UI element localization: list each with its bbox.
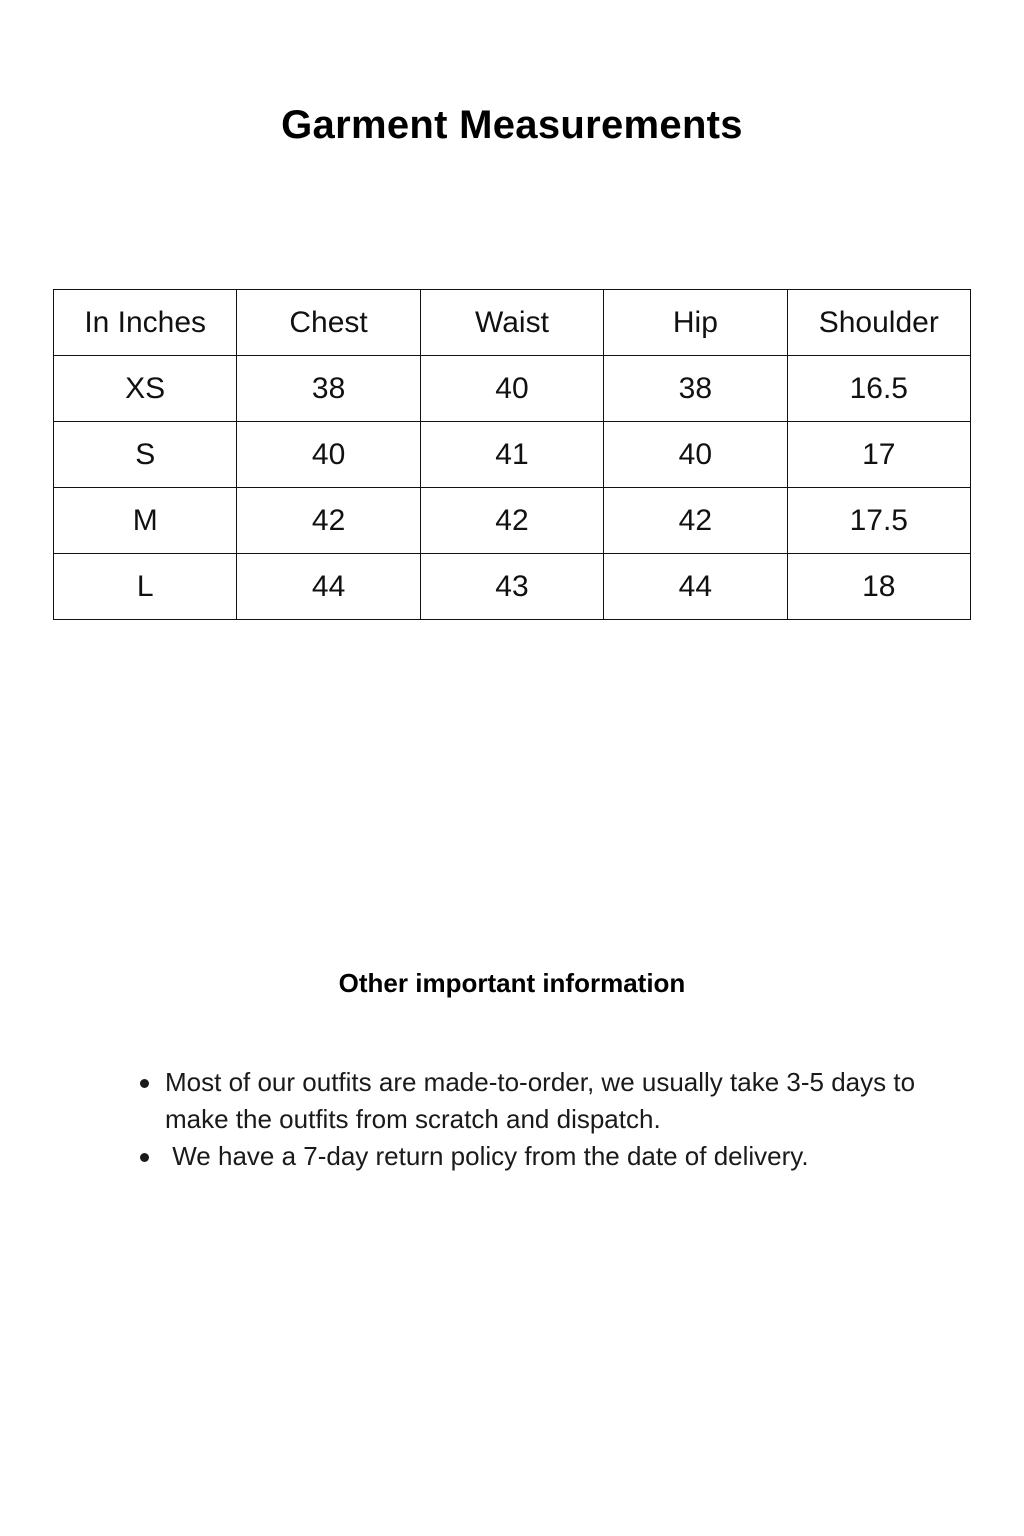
size-cell: M bbox=[54, 488, 237, 554]
table-row bbox=[54, 488, 971, 554]
table-row bbox=[54, 422, 971, 488]
list-item bbox=[140, 1138, 930, 1175]
hip-cell: 40 bbox=[604, 422, 787, 488]
info-heading: Other important information bbox=[338, 968, 686, 998]
list-item bbox=[140, 1064, 930, 1138]
table-row bbox=[54, 554, 971, 620]
size-cell: XS bbox=[54, 356, 237, 422]
header-waist: Waist bbox=[420, 290, 603, 356]
waist-cell: 41 bbox=[420, 422, 603, 488]
waist-cell: 40 bbox=[420, 356, 603, 422]
chest-cell: 38 bbox=[237, 356, 420, 422]
page-title: Garment Measurements bbox=[281, 103, 743, 147]
hip-cell: 38 bbox=[604, 356, 787, 422]
hip-cell: 42 bbox=[604, 488, 787, 554]
bullet-icon bbox=[140, 1079, 149, 1088]
shoulder-cell: 17 bbox=[787, 422, 970, 488]
shoulder-cell: 17.5 bbox=[787, 488, 970, 554]
waist-cell: 43 bbox=[420, 554, 603, 620]
info-list bbox=[140, 1064, 930, 1175]
table-header-row bbox=[54, 290, 971, 356]
chest-cell: 40 bbox=[237, 422, 420, 488]
header-chest: Chest bbox=[237, 290, 420, 356]
table-row bbox=[54, 356, 971, 422]
chest-cell: 44 bbox=[237, 554, 420, 620]
header-hip: Hip bbox=[604, 290, 787, 356]
list-item-text: Most of our outfits are made-to-order, we usually take 3-5 days to make the outfits from scratch and dispatch. bbox=[165, 1067, 916, 1134]
header-shoulder: Shoulder bbox=[787, 290, 970, 356]
list-item-text: We have a 7-day return policy from the date of delivery. bbox=[165, 1141, 809, 1171]
waist-cell: 42 bbox=[420, 488, 603, 554]
shoulder-cell: 18 bbox=[787, 554, 970, 620]
measurement-table bbox=[53, 289, 971, 620]
size-cell: S bbox=[54, 422, 237, 488]
size-cell: L bbox=[54, 554, 237, 620]
shoulder-cell: 16.5 bbox=[787, 356, 970, 422]
chest-cell: 42 bbox=[237, 488, 420, 554]
header-unit: In Inches bbox=[54, 290, 237, 356]
hip-cell: 44 bbox=[604, 554, 787, 620]
bullet-icon bbox=[140, 1153, 149, 1162]
